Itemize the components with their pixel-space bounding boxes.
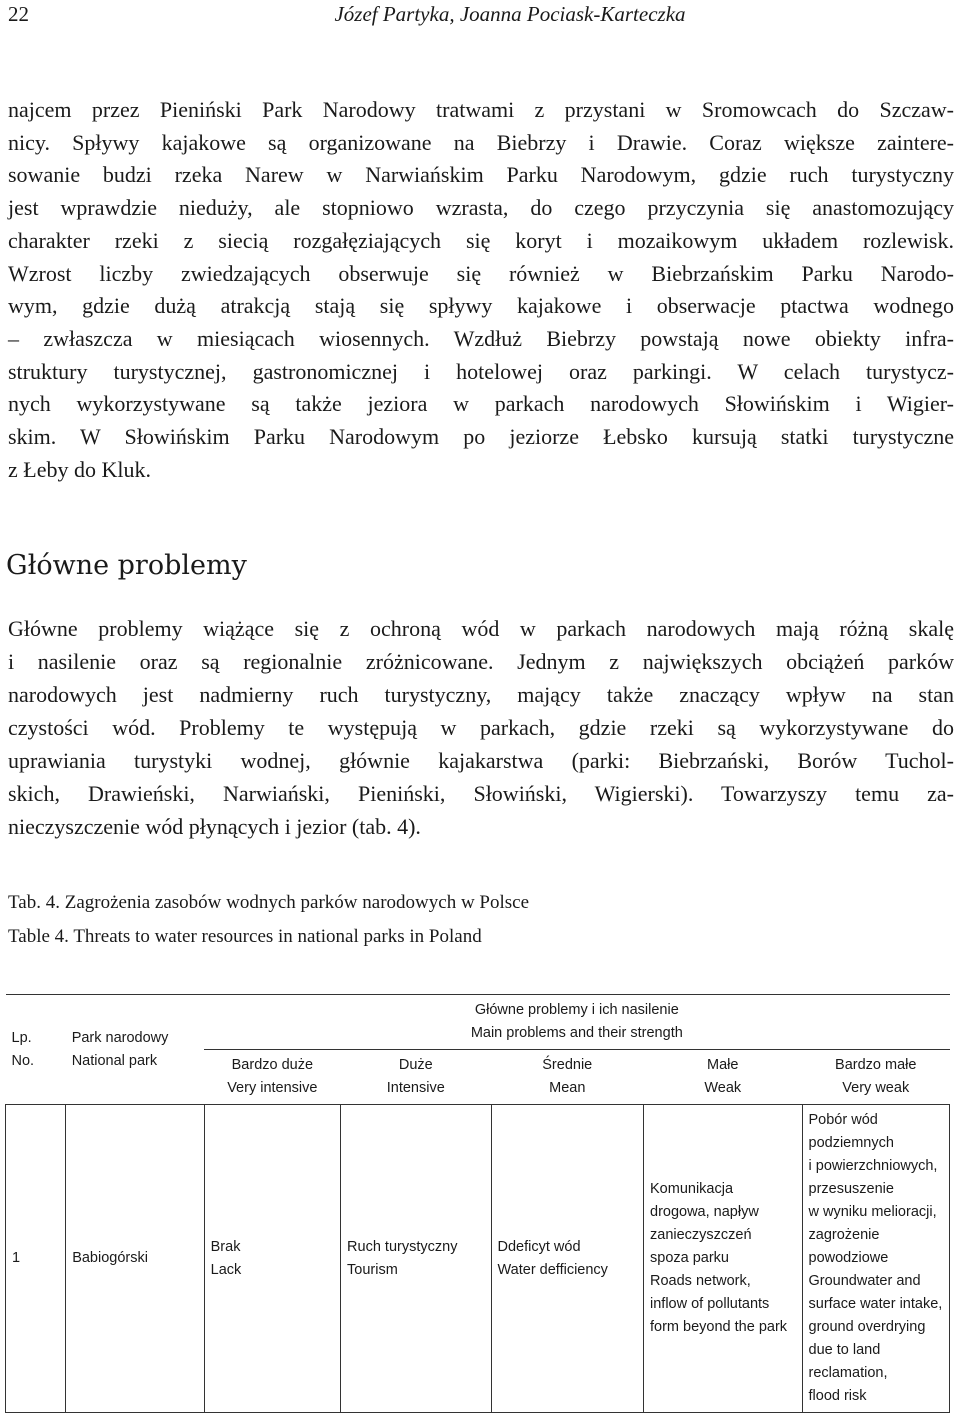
header-park (66, 995, 204, 1105)
table-caption-en: Table 4. Threats to water resources in national parks in Poland (8, 926, 482, 947)
text-line: najcem przez Pieniński Park Narodowy tratwami z przystani w Sromowcach do Szczaw- (8, 97, 954, 122)
text-line: uprawiania turystyki wodnej, głównie kajakarstwa (parki: Biebrzański, Borów Tuchol- (8, 748, 954, 773)
cell-line: Very weak (842, 1080, 910, 1096)
cell-line: Duże (398, 1057, 433, 1073)
text-line: charakter rzeki z siecią rozgałęziających się koryt i mozaikowym układem rozlewisk. (8, 227, 954, 253)
cell-line: podziemnych (808, 1135, 894, 1151)
cell-line: Mean (549, 1080, 586, 1096)
cell-very-weak (802, 1105, 950, 1413)
cell-line: No. (11, 1052, 35, 1069)
body-paragraph-2 (8, 612, 954, 843)
text-line: Wzrost liczby zwiedzających obserwuje się również w Biebrzańskim Parku Narodo- (8, 260, 954, 286)
text-line: z Łeby do Kluk. (8, 456, 151, 482)
header-intensive (341, 1050, 491, 1105)
cell-line: form beyond the park (650, 1319, 788, 1335)
text-line: Główne problemy wiążące się z ochroną wód w parkach narodowych mają różną skalę (8, 616, 954, 641)
cell-line: w wyniku melioracji, (808, 1204, 937, 1220)
cell-line: Pobór wód (808, 1112, 878, 1128)
text-line: nicy. Spływy kajakowe są organizowane na Biebrzy i Drawie. Coraz większe zaintere- (8, 129, 954, 155)
cell-very-intensive (204, 1105, 340, 1413)
cell-line: ground overdrying (808, 1319, 926, 1335)
table-row (6, 1105, 950, 1413)
cell-line: Main problems and their strength (470, 1025, 683, 1041)
cell-line: Ddeficyt wód (497, 1238, 581, 1255)
text-line: struktury turystycznej, gastronomicznej i hotelowej oraz parkingi. W celach turystycz- (8, 358, 954, 384)
header-main-problems (204, 995, 949, 1050)
header-very-weak (802, 1050, 950, 1105)
cell-line: Intensive (386, 1080, 445, 1096)
cell-line: zanieczyszczeń (650, 1227, 752, 1243)
text-line: nych wykorzystywane są także jeziora w parkach narodowych Słowińskim i Wigier- (8, 391, 954, 417)
cell-line: Małe (707, 1057, 739, 1073)
body-paragraph-1 (8, 94, 954, 486)
cell-line: flood risk (808, 1388, 867, 1404)
cell-line: spoza parku (650, 1250, 729, 1266)
cell-line: surface water intake, (808, 1296, 943, 1312)
cell-weak (644, 1105, 803, 1413)
cell-lp: 1 (6, 1105, 66, 1413)
header-weak (644, 1050, 803, 1105)
threats-table (5, 994, 950, 1413)
cell-line: Tourism (347, 1261, 398, 1278)
cell-intensive (341, 1105, 491, 1413)
cell-line: i powierzchniowych, (808, 1158, 938, 1174)
table-caption-pl: Tab. 4. Zagrożenia zasobów wodnych parków narodowych w Polsce (8, 892, 530, 913)
cell-line: drogowa, napływ (650, 1204, 759, 1220)
cell-line: due to land (808, 1342, 881, 1358)
cell-line: Ruch turystyczny (347, 1238, 458, 1255)
cell-line: powodziowe (808, 1250, 889, 1266)
text-line: wym, gdzie dużą atrakcją stają się spływy kajakowe i obserwacje ptactwa wodnego (8, 293, 954, 319)
header-very-intensive (204, 1050, 340, 1105)
text-line: sowanie budzi rzeka Narew w Narwiańskim Parku Narodowym, gdzie ruch turystyczny (8, 162, 954, 188)
cell-line: Główne problemy i ich nasilenie (474, 1002, 679, 1018)
page-number: 22 (8, 2, 29, 26)
cell-mean (491, 1105, 643, 1413)
text-line: nieczyszczenie wód płynących i jezior (tab. 4). (8, 814, 421, 839)
cell-line: Park narodowy (71, 1029, 169, 1046)
cell-line: Water defficiency (497, 1261, 608, 1278)
table-header-row-1 (6, 995, 950, 1050)
cell-line: Roads network, (650, 1273, 751, 1289)
running-head: Józef Partyka, Joanna Pociask-Karteczka (334, 2, 686, 26)
text-line: i nasilenie oraz są regionalnie zróżnicowane. Jednym z największych obciążeń parków (8, 649, 954, 674)
section-heading: Główne problemy (6, 550, 247, 581)
cell-line: przesuszenie (808, 1181, 894, 1197)
cell-line: Bardzo małe (835, 1057, 917, 1073)
text-line: – zwłaszcza w miesiącach wiosennych. Wzdłuż Biebrzy powstają nowe obiekty infra- (8, 325, 954, 351)
cell-line: Lp. (11, 1029, 32, 1046)
cell-line: zagrożenie (808, 1227, 880, 1243)
header-lp (6, 995, 66, 1105)
cell-line: Lack (210, 1261, 242, 1278)
cell-line: Komunikacja (650, 1181, 734, 1197)
cell-line: Weak (704, 1080, 742, 1096)
cell-line: Groundwater and (808, 1273, 921, 1289)
text-line: skim. W Słowińskim Parku Narodowym po jeziorze Łebsko kursują statki turystyczne (8, 424, 954, 450)
header-mean (491, 1050, 643, 1105)
cell-line: Very intensive (227, 1080, 318, 1096)
cell-line: Średnie (542, 1057, 593, 1073)
text-line: narodowych jest nadmierny ruch turystyczny, mający także znaczący wpływ na stan (8, 682, 954, 707)
cell-line: Bardzo duże (231, 1057, 314, 1073)
text-line: skich, Drawieński, Narwiański, Pieniński, Słowiński, Wigierski). Towarzyszy temu za- (8, 781, 954, 806)
cell-park: Babiogórski (66, 1105, 204, 1413)
cell-line: reclamation, (808, 1365, 888, 1381)
cell-line: National park (71, 1052, 158, 1069)
text-line: czystości wód. Problemy te występują w parkach, gdzie rzeki są wykorzystywane do (8, 715, 954, 740)
cell-line: inflow of pollutants (650, 1296, 770, 1312)
cell-line: Brak (210, 1238, 241, 1255)
text-line: jest wprawdzie nieduży, ale stopniowo wzrasta, do czego przyczynia się anastomozujący (8, 195, 954, 221)
